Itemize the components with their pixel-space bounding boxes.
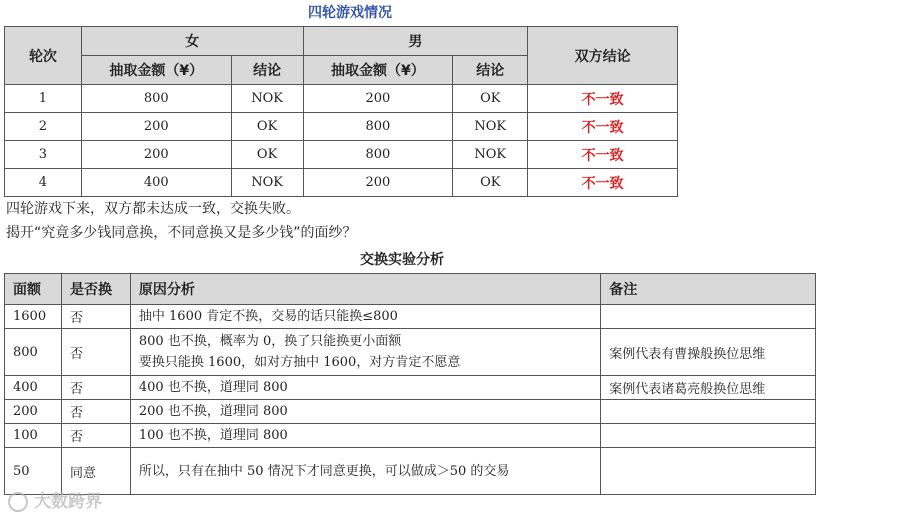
male-amount-cell: 800 [303, 141, 453, 169]
reason-cell [130, 424, 600, 448]
watermark [8, 487, 102, 512]
reason-cell [130, 400, 600, 424]
header-value: 面额 [5, 274, 62, 305]
header-note: 备注 [601, 274, 816, 305]
conclusion-cell: 不一致 [528, 169, 678, 197]
female-result-cell: NOK [231, 85, 303, 113]
header-female-amount: 抽取金额（¥） [81, 56, 231, 85]
watermark-text: 大数跨界 [34, 492, 102, 512]
female-result-cell: OK [231, 113, 303, 141]
note-cell [601, 400, 816, 424]
swap-analysis-table [4, 273, 816, 495]
note-cell [601, 424, 816, 448]
watermark-logo-icon [8, 492, 28, 512]
round-cell: 1 [5, 85, 82, 113]
header-male: 男 [303, 27, 528, 56]
round-cell: 2 [5, 113, 82, 141]
swap-cell: 否 [61, 424, 130, 448]
male-result-cell: OK [453, 85, 528, 113]
note-cell [601, 448, 816, 495]
table-row [5, 400, 816, 424]
table-row [5, 448, 816, 495]
table-row [5, 376, 816, 400]
reason-text: 100 也不换，道理同 800 [138, 428, 288, 443]
value-cell: 1600 [5, 305, 62, 329]
value-cell: 50 [5, 448, 62, 495]
conclusion-cell: 不一致 [528, 113, 678, 141]
table-row [5, 85, 678, 113]
female-result-cell: NOK [231, 169, 303, 197]
male-amount-cell: 200 [303, 85, 453, 113]
header-male-result: 结论 [453, 56, 528, 85]
reason-cell [130, 329, 600, 376]
note-cell: 案例代表有曹操般换位思维 [601, 329, 816, 376]
male-result-cell: NOK [453, 113, 528, 141]
value-cell: 800 [5, 329, 62, 376]
reason-cell [130, 305, 600, 329]
male-result-cell: NOK [453, 141, 528, 169]
round-cell: 3 [5, 141, 82, 169]
round-cell: 4 [5, 169, 82, 197]
swap-cell: 否 [61, 400, 130, 424]
reason-text: 抽中 1600 肯定不换，交易的话只能换≤800 [138, 309, 398, 324]
question-line: 揭开“究竟多少钱同意换，不同意换又是多少钱”的面纱？ [6, 225, 357, 241]
conclusion-cell: 不一致 [528, 141, 678, 169]
table1-title: 四轮游戏情况 [308, 5, 392, 21]
table-row [5, 169, 678, 197]
table2-title: 交换实验分析 [360, 252, 444, 268]
header-female-result: 结论 [231, 56, 303, 85]
reason-text: 要换只能换 1600，如对方抽中 1600，对方肯定不愿意 [138, 355, 461, 370]
value-cell: 200 [5, 400, 62, 424]
note-cell: 案例代表诸葛亮般换位思维 [601, 376, 816, 400]
male-amount-cell: 800 [303, 113, 453, 141]
summary-line: 四轮游戏下来，双方都未达成一致，交换失败。 [6, 201, 300, 217]
swap-cell: 否 [61, 376, 130, 400]
table-row [5, 113, 678, 141]
swap-cell: 否 [61, 329, 130, 376]
header-conclusion: 双方结论 [528, 27, 678, 85]
reason-text: 400 也不换，道理同 800 [138, 380, 288, 395]
header-reason: 原因分析 [130, 274, 600, 305]
male-amount-cell: 200 [303, 169, 453, 197]
conclusion-cell: 不一致 [528, 85, 678, 113]
female-amount-cell: 400 [81, 169, 231, 197]
swap-cell: 否 [61, 305, 130, 329]
table-row [5, 424, 816, 448]
female-result-cell: OK [231, 141, 303, 169]
table-row [5, 329, 816, 376]
female-amount-cell: 200 [81, 113, 231, 141]
value-cell: 400 [5, 376, 62, 400]
reason-cell [130, 448, 600, 495]
value-cell: 100 [5, 424, 62, 448]
note-cell [601, 305, 816, 329]
male-result-cell: OK [453, 169, 528, 197]
game-rounds-table [4, 26, 678, 197]
reason-text: 200 也不换，道理同 800 [138, 404, 288, 419]
header-male-amount: 抽取金额（¥） [303, 56, 453, 85]
reason-cell [130, 376, 600, 400]
header-swap: 是否换 [61, 274, 130, 305]
table-row [5, 305, 816, 329]
reason-text: 所以，只有在抽中 50 情况下才同意更换，可以做成＞50 的交易 [138, 463, 510, 479]
swap-cell: 同意 [61, 448, 130, 495]
header-female: 女 [81, 27, 303, 56]
table-row [5, 141, 678, 169]
header-round: 轮次 [5, 27, 82, 85]
female-amount-cell: 200 [81, 141, 231, 169]
female-amount-cell: 800 [81, 85, 231, 113]
reason-text: 800 也不换，概率为 0，换了只能换更小面额 [138, 334, 402, 349]
